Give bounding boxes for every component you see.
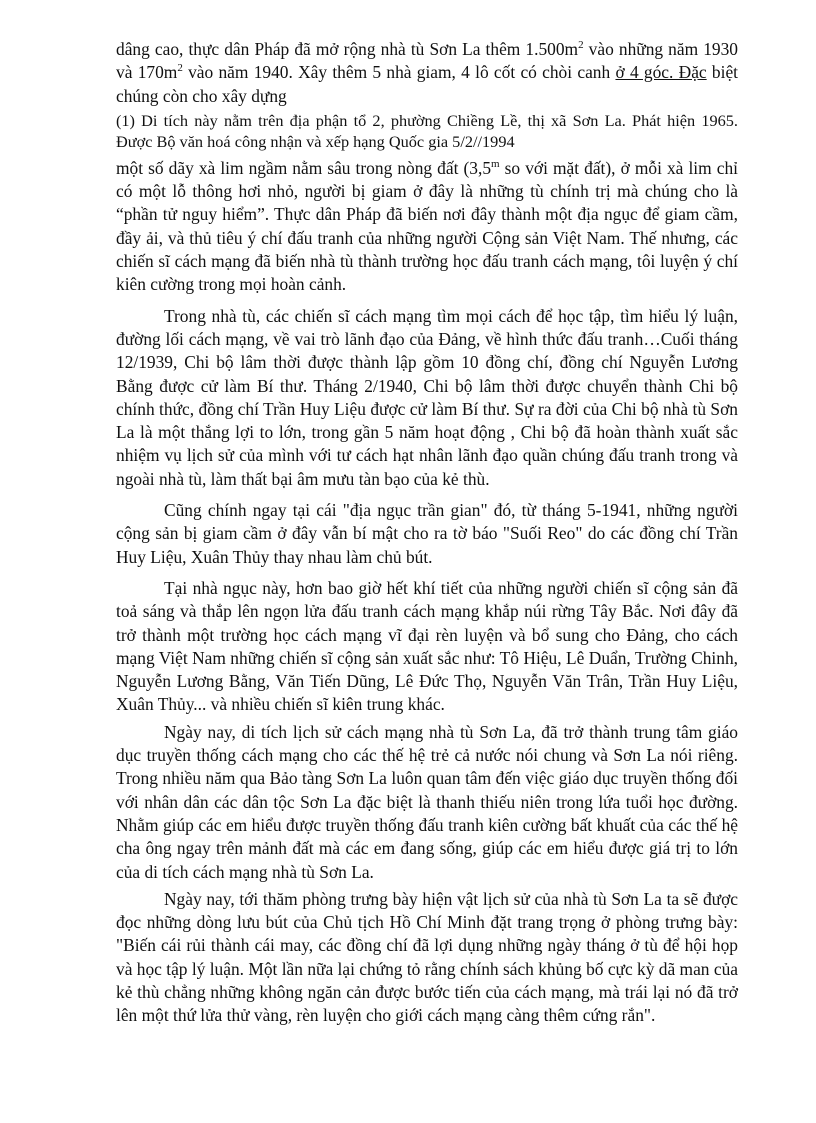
document-page [116, 38, 738, 1028]
superscript: 2 [578, 39, 584, 52]
text-run: một số dãy xà lim ngầm nằm sâu trong nòng đất (3,5 [116, 157, 492, 178]
paragraph-4: Cũng chính ngay tại cái "địa ngục trần gian" đó, từ tháng 5-1941, những người cộng sản bị giam cầm ở đây vẫn bí mật cho ra tờ báo "Suối Reo" do các đồng chí Trần Huy Liệu, Xuân Thủy thay nhau làm chủ bút. [116, 500, 738, 567]
paragraph-5: Tại nhà ngục này, hơn bao giờ hết khí tiết của những người chiến sĩ cộng sản đã toả sáng và thắp lên ngọn lửa đấu tranh cách mạng khắp núi rừng Tây Bắc. Nơi đây đã trở thành một trường học cách mạng vĩ đại rèn luyện và bổ sung cho Đảng, cho cách mạng Việt Nam những chiến sĩ cộng sản xuất sắc như: Tô Hiệu, Lê Duẩn, Trường Chinh, Nguyễn Lương Bằng, Văn Tiến Dũng, Lê Đức Thọ, Nguyễn Văn Trân, Trần Huy Liệu, Xuân Thủy... và nhiều chiến sĩ kiên trung khác. [116, 577, 738, 715]
text-run: biệt chúng còn cho xây dựng [116, 62, 739, 106]
paragraph-1 [116, 38, 738, 108]
superscript: m [491, 158, 500, 171]
text-run: vào năm 1940. Xây thêm 5 nhà giam, 4 lô cốt có chòi canh [182, 62, 616, 83]
superscript: 2 [177, 62, 183, 75]
underlined-text: ở 4 góc. Đặc [615, 62, 707, 83]
text-run: vào những năm 1930 và 170m [116, 39, 738, 83]
paragraph-7: Ngày nay, tới thăm phòng trưng bày hiện vật lịch sử của nhà tù Sơn La ta sẽ được đọc những dòng lưu bút của Chủ tịch Hồ Chí Minh đặt trang trọng ở phòng trưng bày: "Biến cái rủi thành cái may, các đồng chí đã lợi dụng những ngày tháng ở tù để hội họp và học tập lý luận. Một lần nữa lại chứng tỏ rằng chính sách khủng bố cực kỳ dã man của kẻ thù chẳng những không ngăn cản được bước tiến của cách mạng, mà trái lại nó đã trở lên một thứ lửa thử vàng, rèn luyện cho giới cách mạng càng thêm cứng rắn". [116, 888, 738, 1026]
footnote: (1) Di tích này nằm trên địa phận tổ 2, phường Chiềng Lề, thị xã Sơn La. Phát hiện 1965. Được Bộ văn hoá công nhận và xếp hạng Quốc gia 5/2//1994 [116, 110, 738, 152]
paragraph-2 [116, 157, 738, 297]
text-run: dâng cao, thực dân Pháp đã mở rộng nhà tù Sơn La thêm 1.500m [116, 39, 579, 59]
paragraph-3: Trong nhà tù, các chiến sĩ cách mạng tìm mọi cách để học tập, tìm hiểu lý luận, đường lối cách mạng, về vai trò lãnh đạo của Đảng, về hình thức đấu tranh…Cuối tháng 12/1939, Chi bộ lâm thời được thành lập gồm 10 đồng chí, đồng chí Nguyễn Lương Bằng được cử làm Bí thư. Tháng 2/1940, Chi bộ lâm thời được chuyển thành Chi bộ chính thức, đồng chí Trần Huy Liệu được cử làm Bí thư. Sự ra đời của Chi bộ nhà tù Sơn La là một thắng lợi to lớn, trong gần 5 năm hoạt động , Chi bộ đã hoàn thành xuất sắc nhiệm vụ lịch sử của mình với tư cách hạt nhân lãnh đạo quần chúng đấu tranh trong và ngoài nhà tù, làm thất bại âm mưu tàn bạo của kẻ thù. [116, 305, 738, 489]
text-run: so với mặt đất), ở mỗi xà lim chỉ có một lỗ thông hơi nhỏ, người bị giam ở đây là những tù chính trị mà chúng cho là “phần tử nguy hiểm”. Thực dân Pháp đã biến nơi đây thành một địa ngục để giam cầm, đầy ải, và thủ tiêu ý chí đấu tranh của những người Cộng sản Việt Nam. Thế nhưng, các chiến sĩ cách mạng đã biến nhà tù thành trường học đấu tranh cách mạng, tôi luyện ý chí kiên cường trong mọi hoàn cảnh. [116, 157, 738, 295]
paragraph-6: Ngày nay, di tích lịch sử cách mạng nhà tù Sơn La, đã trở thành trung tâm giáo dục truyền thống cách mạng cho các thế hệ trẻ cả nước nói chung và Sơn La nói riêng. Trong nhiều năm qua Bảo tàng Sơn La luôn quan tâm đến việc giáo dục truyền thống đối với nhân dân các dân tộc Sơn La đặc biệt là thanh thiếu niên trong lứa tuổi học đường. Nhằm giúp các em hiểu được truyền thống đấu tranh kiên cường bất khuất của các thế hệ cha ông ngay trên mảnh đất mà các em đang sống, giúp các em hiểu được giá trị to lớn của di tích cách mạng nhà tù Sơn La. [116, 721, 738, 882]
